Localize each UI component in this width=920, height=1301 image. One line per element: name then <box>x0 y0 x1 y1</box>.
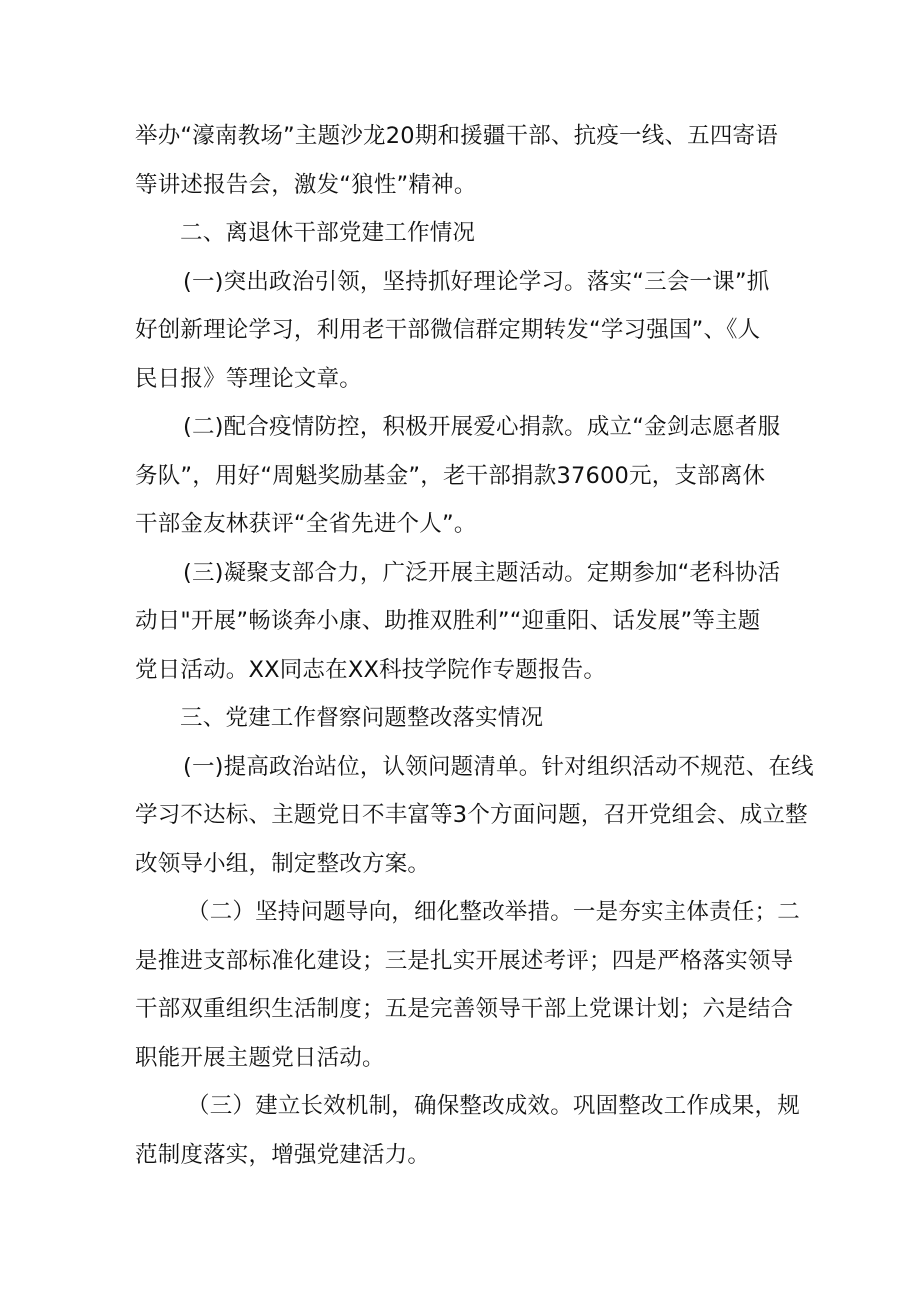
text-line: 是推进支部标准化建设；三是扎实开展述考评；四是严格落实领导 <box>135 947 794 974</box>
text-line: (三)凝聚支部合力，广泛开展主题活动。定期参加“老科协活 <box>183 559 781 586</box>
section-heading: 三、党建工作督察问题整改落实情况 <box>180 705 544 731</box>
section-heading: 二、离退休干部党建工作情况 <box>180 220 476 246</box>
text-line: 党日活动。XX同志在XX科技学院作专题报告。 <box>135 656 607 683</box>
text-line: 学习不达标、主题党日不丰富等3个方面问题，召开党组会、成立整 <box>135 802 808 828</box>
text-line: 等讲述报告会，激发“狼性”精神。 <box>135 171 477 198</box>
text-line: （三）建立长效机制，确保整改成效。巩固整改工作成果，规 <box>187 1093 800 1119</box>
text-line: 干部双重组织生活制度；五是完善领导干部上党课计划；六是结合 <box>135 996 794 1022</box>
text-line: 务队”，用好“周魁奖励基金”，老干部捐款37600元，支部离休 <box>135 462 766 489</box>
text-line: 动日"开展”畅谈奔小康、助推双胜利”“迎重阳、话发展”等主题 <box>135 608 761 634</box>
text-line: (一)提高政治站位，认领问题清单。针对组织活动不规范、在线 <box>183 753 814 780</box>
text-line: 改领导小组，制定整改方案。 <box>135 850 431 877</box>
text-line: 干部金友林获评“全省先进个人”。 <box>135 511 477 537</box>
text-line: 好创新理论学习，利用老干部微信群定期转发“学习强国”、《人 <box>135 317 761 343</box>
text-line: 民日报》等理论文章。 <box>135 365 363 392</box>
text-line: (一)突出政治引领，坚持抓好理论学习。落实“三会一课”抓 <box>183 268 770 295</box>
text-line: （二）坚持问题导向，细化整改举措。一是夯实主体责任；二 <box>187 899 800 925</box>
text-line: 举办“濠南教场”主题沙龙20期和援疆干部、抗疫一线、五四寄语 <box>135 123 778 149</box>
text-line: 职能开展主题党日活动。 <box>135 1044 385 1071</box>
text-line: (二)配合疫情防控，积极开展爱心捐款。成立“金剑志愿者服 <box>183 414 781 440</box>
text-line: 范制度落实，增强党建活力。 <box>135 1141 431 1168</box>
